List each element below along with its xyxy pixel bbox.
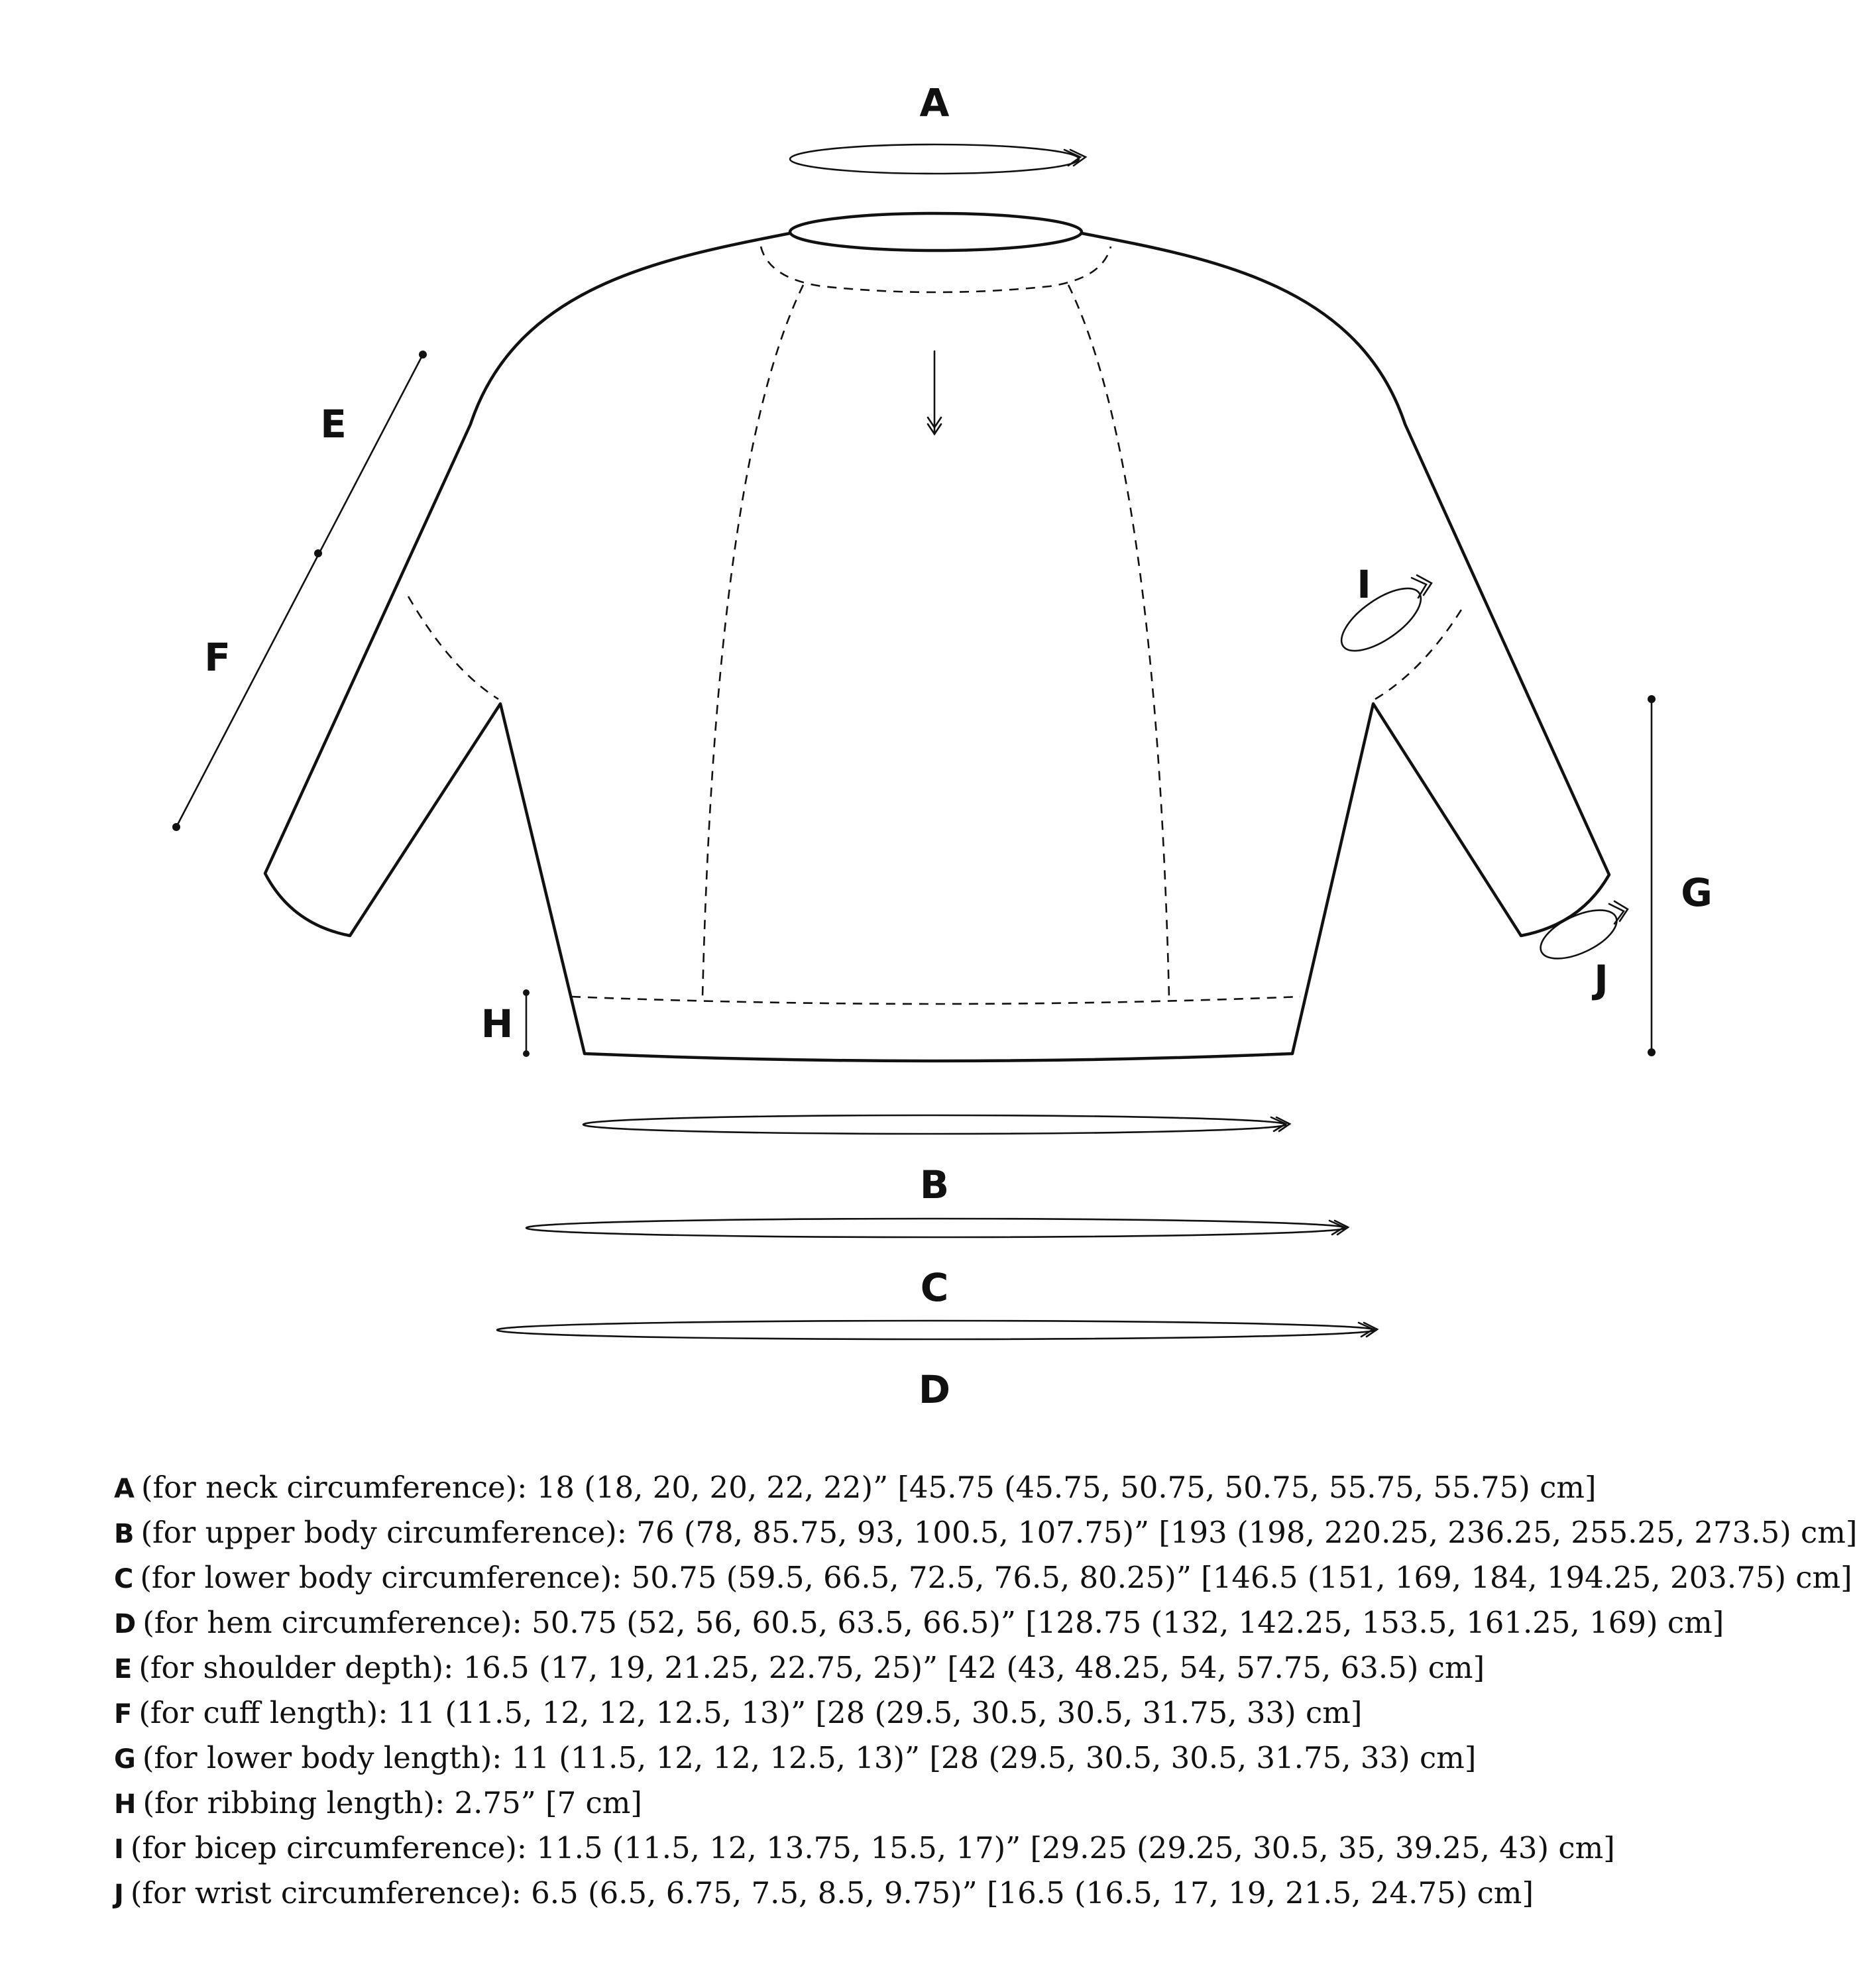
legend-text: (for shoulder depth): 16.5 (17, 19, 21.25, 22.75, 25)” [42 (43, 48.25, 54, 57.75, 63.5) cm] <box>139 1650 1485 1685</box>
knitting-direction <box>928 351 941 434</box>
legend-row-f <box>114 1691 1837 1736</box>
measure-a <box>790 80 1086 174</box>
label-a: A <box>919 80 950 125</box>
body-length-top-dot <box>1648 695 1656 703</box>
legend-text: (for wrist circumference): 6.5 (6.5, 6.75, 7.5, 8.5, 9.75)” [16.5 (16.5, 17, 19, 21.5, 24.75) cm] <box>130 1875 1534 1910</box>
hem-measure-ellipse <box>497 1321 1375 1339</box>
legend-row-b <box>114 1511 1857 1556</box>
label-c: C <box>920 1265 949 1310</box>
label-g: G <box>1681 870 1713 915</box>
legend-row-j <box>114 1871 1837 1916</box>
wrist-measure-arrow-icon <box>1609 904 1624 924</box>
measure-d <box>497 1321 1377 1405</box>
measure-g <box>1648 695 1713 1056</box>
legend-row-d <box>114 1601 1837 1646</box>
legend-key: I <box>114 1834 124 1865</box>
measure-i <box>1331 562 1432 663</box>
left-sleeve-dashed-line <box>408 596 498 699</box>
legend-key: B <box>114 1519 135 1549</box>
construction-lines <box>408 247 1465 1004</box>
legend-key: J <box>114 1879 124 1910</box>
legend-row-i <box>114 1826 1837 1871</box>
measure-h <box>481 989 530 1057</box>
sweater-outline <box>265 213 1609 1061</box>
ribbing-measure-bottom-dot <box>523 1050 530 1057</box>
lower-body-measure-ellipse <box>526 1219 1345 1237</box>
label-d: D <box>918 1367 951 1405</box>
legend-key: A <box>114 1474 135 1504</box>
legend-row-e <box>114 1646 1837 1691</box>
label-b: B <box>919 1162 950 1207</box>
label-i: I <box>1357 562 1371 607</box>
legend-row-g <box>114 1736 1837 1781</box>
yoke-dashed-line <box>761 247 1111 292</box>
right-raglan-dashed-line <box>1068 285 1169 997</box>
legend-text: (for neck circumference): 18 (18, 20, 20, 22, 22)” [45.75 (45.75, 50.75, 50.75, 55.75, 55.75) cm] <box>141 1470 1597 1505</box>
label-h: H <box>480 1001 514 1046</box>
sleeve-measure-mid-dot <box>314 549 322 557</box>
left-raglan-dashed-line <box>703 285 803 997</box>
legend-key: H <box>114 1789 137 1820</box>
hem-outline <box>585 1054 1292 1061</box>
measure-b <box>583 1115 1290 1207</box>
neck-measure-ellipse <box>790 144 1079 174</box>
bicep-measure-ellipse <box>1331 577 1430 662</box>
sleeve-measure-bottom-dot <box>172 823 180 831</box>
label-f: F <box>204 635 231 680</box>
body-length-bottom-dot <box>1648 1048 1656 1056</box>
legend-text: (for cuff length): 11 (11.5, 12, 12, 12.5, 13)” [28 (29.5, 30.5, 30.5, 31.75, 33) cm] <box>139 1695 1363 1730</box>
legend-row-h <box>114 1781 1837 1826</box>
legend-text: (for upper body circumference): 76 (78, 85.75, 93, 100.5, 107.75)” [193 (198, 220.25, 236.25, 255.25, 273.5) cm] <box>141 1515 1857 1550</box>
legend-row-c <box>114 1556 1852 1601</box>
legend-key: F <box>114 1699 133 1730</box>
legend-row-a <box>114 1466 1837 1511</box>
label-e: E <box>320 402 347 447</box>
ribbing-measure-top-dot <box>523 989 530 996</box>
label-j: J <box>1594 957 1608 1002</box>
legend-text: (for lower body length): 11 (11.5, 12, 12, 12.5, 13)” [28 (29.5, 30.5, 30.5, 31.75, 33) cm] <box>142 1740 1477 1775</box>
measure-c <box>526 1219 1348 1310</box>
sleeve-measure-top-dot <box>419 351 427 359</box>
legend-key: G <box>114 1744 136 1775</box>
ribbing-dashed-line <box>571 997 1300 1004</box>
legend-text: (for ribbing length): 2.75” [7 cm] <box>142 1785 642 1820</box>
right-sleeve-dashed-line <box>1375 604 1465 699</box>
left-body-outline <box>265 233 790 1054</box>
legend-key: D <box>114 1609 137 1639</box>
upper-body-measure-ellipse <box>583 1115 1286 1134</box>
neck-opening <box>790 213 1082 250</box>
legend-text: (for hem circumference): 50.75 (52, 56, 60.5, 63.5, 66.5)” [128.75 (132, 142.25, 153.5, 161.25, 169) cm] <box>142 1605 1724 1640</box>
measure-j <box>1534 900 1628 1002</box>
legend-key: C <box>114 1564 134 1594</box>
legend-text: (for lower body circumference): 50.75 (59.5, 66.5, 72.5, 76.5, 80.25)” [146.5 (151, 169, 184, 194.25, 203.75) cm] <box>140 1560 1852 1595</box>
measurement-legend <box>114 1466 1857 1916</box>
legend-key: E <box>114 1654 133 1684</box>
measure-e-f <box>172 351 427 831</box>
legend-text: (for bicep circumference): 11.5 (11.5, 12, 13.75, 15.5, 17)” [29.25 (29.25, 30.5, 35, 39.25, 43) cm] <box>130 1830 1615 1865</box>
sleeve-measure-line <box>176 355 423 827</box>
right-body-outline <box>1082 233 1609 1054</box>
